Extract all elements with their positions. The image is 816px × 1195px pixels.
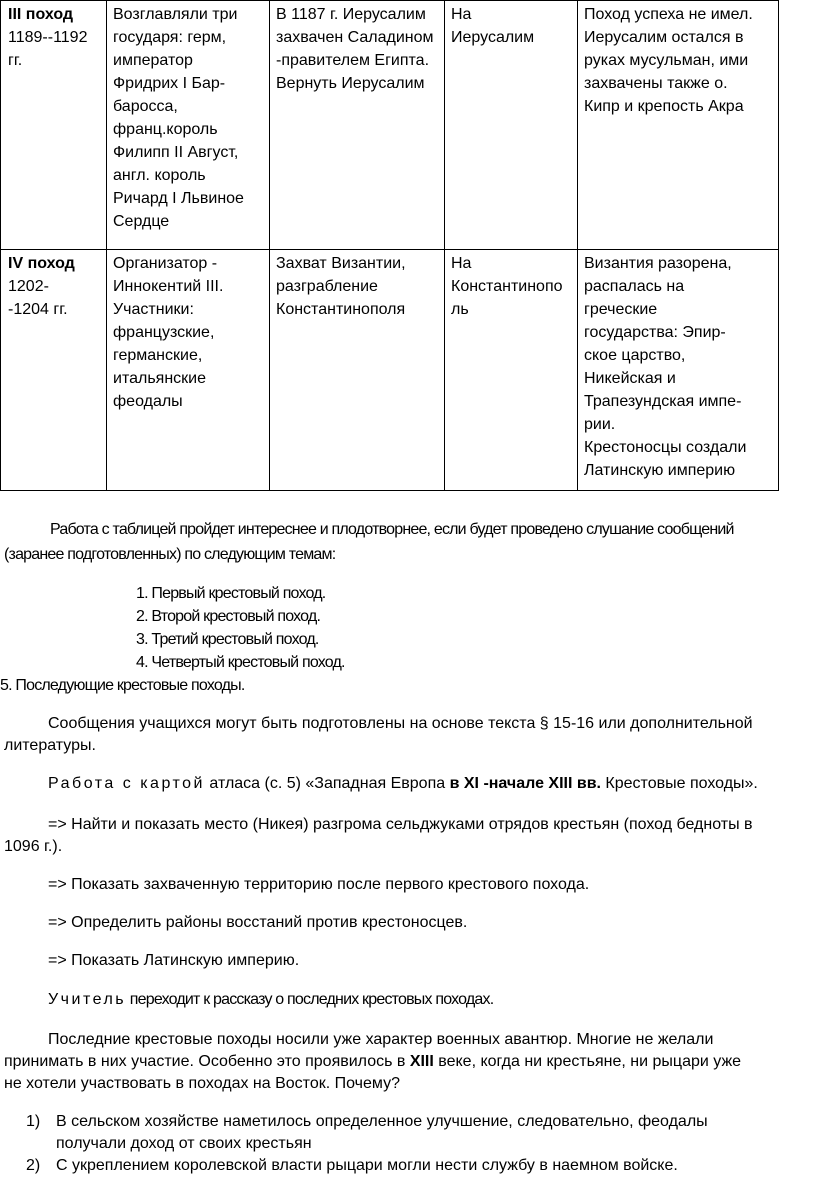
cell-line: захвачен Саладином [276,29,434,46]
last-crusades-text: принимать в них участие. Особенно это проявилось в [4,1053,410,1070]
cell-line: германские, [113,347,203,364]
topic-item-4: 4. Четвертый крестовый поход. [136,654,345,671]
cell-line: Иерусалим [451,29,535,46]
cell-line: Поход успеха не имел. [584,6,753,23]
reason-1-line-1: В сельском хозяйстве наметилось определенное улучшение, следовательно, феодалы [56,1113,708,1130]
cell-line: Константинопо [451,278,563,295]
reason-1-number: 1) [26,1113,41,1130]
task-3: => Определить районы восстаний против крестоносцев. [48,914,468,931]
reason-2-number: 2) [26,1157,41,1174]
reason-2-line-1: С укреплением королевской власти рыцари могли нести службу в наемном войске. [56,1157,678,1174]
cell-line: 1202- [8,278,49,295]
intro-line-1: Работа с таблицей пройдет интереснее и плодотворнее, если будет проведено слушание сообщений [50,521,734,538]
cell-line: руках мусульман, ими [584,52,749,69]
cell-line: распалась на [584,278,685,295]
cell-line: IV поход [8,255,75,272]
topic-item-2: 2. Второй крестовый поход. [136,608,321,625]
last-crusades-bold: XIII [409,1053,434,1070]
map-work-spaced: Работа с картой [48,775,205,792]
cell-line: ское царство, [584,347,686,364]
last-crusades-line-2 [4,1052,741,1072]
cell-line: греческие [584,301,658,318]
teacher-text: переходит к рассказу о последних крестовых походах. [126,991,494,1008]
cell-line: захвачены также о. [584,75,728,92]
table-row [1,1,779,250]
cell-result [578,1,779,250]
cell-line: Латинскую империю [584,462,736,479]
cell-line: англ. король [113,167,206,184]
cell-line: французские, [113,324,215,341]
cell-line: Сердце [113,213,170,230]
map-work-text: атласа (с. 5) «Западная Европа [204,775,450,792]
cell-result [578,250,779,491]
teacher-line [48,990,493,1010]
map-work-line [48,774,758,794]
cell-line: Участники: [113,301,194,318]
map-work-text-end: Крестовые походы». [600,775,758,792]
intro-line-2: (заранее подготовленных) по следующим темам: [4,546,336,563]
cell-line: На [451,255,472,272]
messages-line-1: Сообщения учащихся могут быть подготовлены на основе текста § 15-16 или дополнительной [48,715,753,732]
last-crusades-line-1: Последние крестовые походы носили уже характер военных авантюр. Многие не желали [48,1031,714,1048]
crusades-table [0,0,779,491]
cell-target [445,1,578,250]
topic-item-5: 5. Последующие крестовые походы. [0,677,245,694]
last-crusades-text-end: веке, когда ни крестьяне, ни рыцари уже [433,1053,742,1070]
task-2: => Показать захваченную территорию после первого крестового похода. [48,876,590,893]
cell-line: Филипп II Август, [113,144,239,161]
cell-target [445,250,578,491]
cell-line: феодалы [113,393,183,410]
topic-item-1: 1. Первый крестовый поход. [136,585,326,602]
cell-campaign [1,250,107,491]
cell-line: 1189--1192 [8,29,88,46]
cell-line: Кипр и крепость Акра [584,98,744,115]
cell-line: итальянские [113,370,206,387]
messages-line-2: литературы. [4,737,96,754]
cell-line: В 1187 г. Иерусалим [276,6,426,23]
cell-line: Захват Византии, [276,255,406,272]
task-1-line-2: 1096 г.). [4,838,63,855]
cell-line: рии. [584,416,616,433]
cell-goal [270,1,445,250]
cell-line: Иерусалим остался в [584,29,744,46]
cell-line: III поход [8,6,74,23]
cell-line: Возглавляли три [113,6,238,23]
cell-line: Крестоносцы создали [584,439,747,456]
cell-line: Фридрих I Бар- [113,75,226,92]
teacher-spaced: Учитель [48,991,127,1008]
cell-line: Вернуть Иерусалим [276,75,425,92]
cell-line: -1204 гг. [8,301,68,318]
cell-line: император [113,52,193,69]
cell-line: государства: Эпир- [584,324,726,341]
last-crusades-line-3: не хотели участвовать в походах на Восток. Почему? [4,1075,400,1092]
topic-item-3: 3. Третий крестовый поход. [136,631,319,648]
cell-line: Никейская и [584,370,676,387]
reason-1-line-2: получали доход от своих крестьян [56,1135,312,1152]
cell-line: франц.король [113,121,218,138]
cell-line: баросса, [113,98,178,115]
cell-line: Трапезундская импе- [584,393,742,410]
cell-participants [107,250,270,491]
cell-line: Иннокентий III. [113,278,224,295]
cell-line: Организатор - [113,255,218,272]
cell-campaign [1,1,107,250]
cell-line: ль [451,301,469,318]
cell-line: Ричард I Львиное [113,190,244,207]
table-row [1,250,779,491]
cell-participants [107,1,270,250]
cell-line: -правителем Египта. [276,52,430,69]
cell-goal [270,250,445,491]
task-4: => Показать Латинскую империю. [48,952,300,969]
map-work-bold: в XI -начале XIII вв. [449,775,601,792]
cell-line: Византия разорена, [584,255,732,272]
cell-line: На [451,6,472,23]
cell-line: Константинополя [276,301,406,318]
cell-line: гг. [8,52,23,69]
cell-line: разграбление [276,278,378,295]
task-1-line-1: => Найти и показать место (Никея) разгрома сельджуками отрядов крестьян (поход бедноты в [48,816,753,833]
cell-line: государя: герм, [113,29,227,46]
